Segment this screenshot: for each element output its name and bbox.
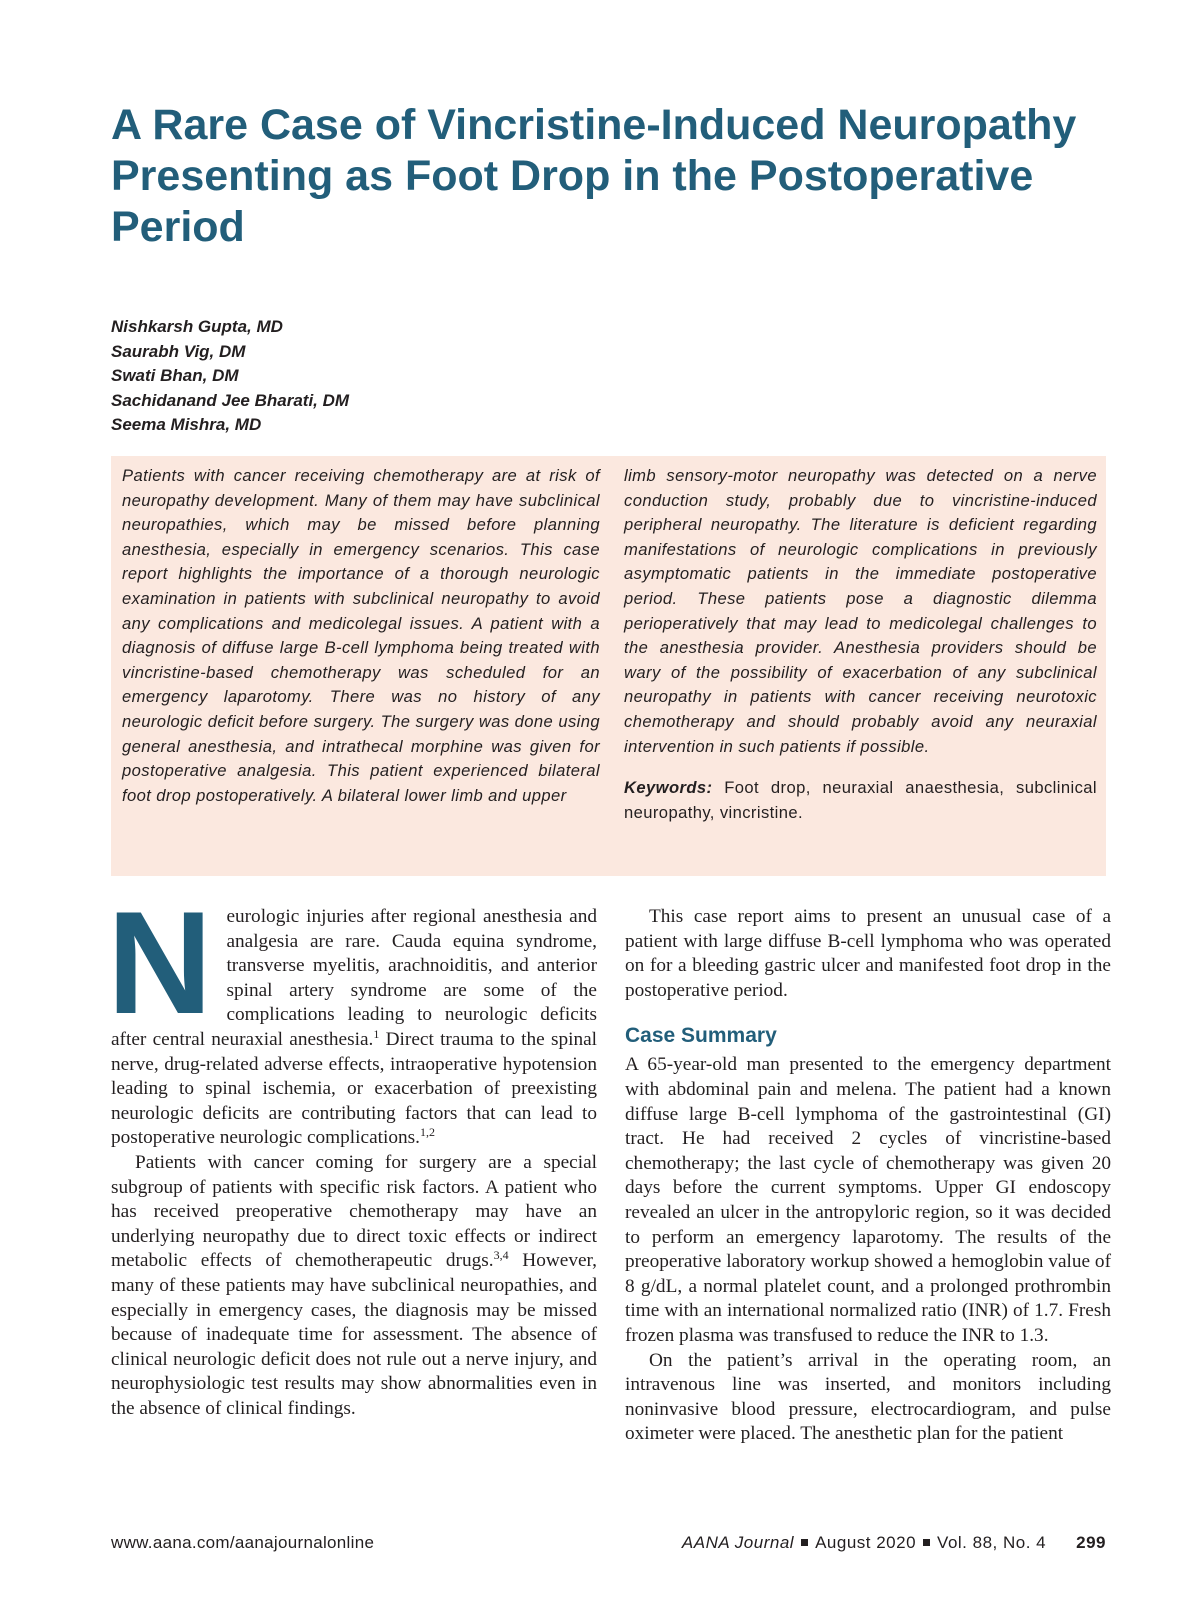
footer-citation: [682, 1531, 1106, 1555]
body-left-column: [107, 881, 598, 1421]
author-name: Sachidanand Jee Bharati, DM: [111, 390, 350, 410]
citation-ref: 1: [373, 1026, 380, 1041]
keywords-text: Foot drop, neuraxial anaesthesia, subclinical neuropathy, vincristine.: [624, 778, 1097, 822]
volume-issue: Vol. 88, No. 4: [937, 1533, 1047, 1552]
keywords: [624, 776, 1097, 825]
issue-date: August 2020: [815, 1533, 917, 1552]
square-bullet-icon: [801, 1539, 808, 1546]
title-line-2: Presenting as Foot Drop in the Postoperative: [111, 152, 1034, 200]
paragraph-text: Direct trauma to the spinal nerve, drug-related adverse effects, intraoperative hypotension leading to spinal ischemia, or exacerbation of preexisting neurologic deficits are contributing factors that can lead to postoperative neurologic complications.: [111, 1028, 598, 1149]
body-paragraph: On the patient’s arrival in the operating room, an intravenous line was inserted, and monitors including noninvasive blood pressure, electrocardiogram, and pulse oximeter were placed. The anesthetic plan for the patient: [625, 1349, 1111, 1445]
intro-paragraph: [107, 881, 598, 1151]
footer-url-link[interactable]: www.aana.com/aanajournalonline: [111, 1533, 375, 1552]
body-paragraph: [111, 1151, 597, 1422]
article-title: [111, 100, 1111, 253]
paragraph-text: Patients with cancer coming for surgery are a special subgroup of patients with specific risk factors. A patient who has received preoperative chemotherapy may have an underlying neuropathy due to direct toxic effects or indirect metabolic effects of chemotherapeutic drugs.: [111, 1151, 597, 1272]
abstract-right-column: [624, 464, 1097, 825]
abstract-box: [111, 456, 1106, 876]
drop-cap: N: [107, 881, 213, 1044]
body-right-column: [625, 905, 1111, 1447]
body-paragraph: This case report aims to present an unusual case of a patient with large diffuse B-cell lymphoma who was operated on for a bleeding gastric ulcer and manifested foot drop in the postoperative period.: [625, 906, 1111, 1001]
author-name: Swati Bhan, DM: [111, 366, 239, 385]
abstract-text-right: limb sensory-motor neuropathy was detected on a nerve conduction study, probably due to vincristine-induced peripheral neuropathy. The literature is deficient regarding manifestations of neurologic complications in previously asymptomatic patients in the immediate postoperative period. These patients pose a diagnostic dilemma perioperatively that may lead to medicolegal challenges to the anesthesia provider. Anesthesia providers should be wary of the possibility of exacerbation of any subclinical neuropathy in patients with cancer receiving neurotoxic chemotherapy and should probably avoid any neuraxial intervention in such patients if possible.: [624, 466, 1097, 756]
citation-ref: 1,2: [419, 1125, 435, 1140]
author-name: Nishkarsh Gupta, MD: [111, 317, 283, 336]
body-paragraph: A 65-year-old man presented to the emergency department with abdominal pain and melena. The patient had a known diffuse large B-cell lymphoma of the gastrointestinal (GI) tract. He had received 2 cycles of vincristine-based chemotherapy; the last cycle of chemotherapy was given 20 days before the current symptoms. Upper GI endoscopy revealed an ulcer in the antropyloric region, so it was decided to perform an emergency laparotomy. The results of the preoperative laboratory workup showed a hemoglobin value of 8 g/dL, a normal platelet count, and a prolonged prothrombin time with an international normalized ratio (INR) of 1.7. Fresh frozen plasma was transfused to reduce the INR to 1.3.: [625, 1054, 1111, 1346]
citation-ref: 3,4: [493, 1248, 509, 1263]
author-name: Saurabh Vig, DM: [111, 341, 246, 361]
square-bullet-icon: [923, 1539, 930, 1546]
title-line-1: A Rare Case of Vincristine-Induced Neuropathy: [111, 101, 1077, 149]
title-line-3: Period: [111, 203, 245, 251]
section-heading-case-summary: Case Summary: [625, 1024, 777, 1048]
author-name: Seema Mishra, MD: [111, 415, 262, 434]
abstract-left-column: [122, 464, 600, 808]
abstract-text-left: Patients with cancer receiving chemotherapy are at risk of neuropathy development. Many of them may have subclinical neuropathies, which may be missed before planning anesthesia, especially in emergency scenarios. This case report highlights the importance of a thorough neurologic examination in patients with subclinical neuropathy to avoid any complications and medicolegal issues. A patient with a diagnosis of diffuse large B-cell lymphoma being treated with vincristine-based chemotherapy was scheduled for an emergency laparotomy. There was no history of any neurologic deficit before surgery. The surgery was done using general anesthesia, and intrathecal morphine was given for postoperative analgesia. This patient experienced bilateral foot drop postoperatively. A bilateral lower limb and upper: [122, 466, 600, 805]
keywords-label: Keywords:: [624, 778, 713, 798]
author-list: [111, 315, 349, 438]
page-footer: [111, 1531, 1106, 1555]
paragraph-text: eurologic injuries after regional anesthesia and analgesia are rare. Cauda equina syndrome, transverse myelitis, arachnoiditis, and anterior spinal artery syndrome are some of the complications leading to neurologic deficits after central neuraxial anesthesia.: [111, 906, 597, 1050]
journal-name: AANA Journal: [681, 1533, 795, 1552]
page-number: 299: [1076, 1533, 1106, 1552]
paragraph-text: However, many of these patients may have subclinical neuropathies, and especially in emergency cases, the diagnosis may be missed because of inadequate time for assessment. The absence of clinical neurologic deficit does not rule out a nerve injury, and neurophysiologic test results may show abnormalities even in the absence of clinical findings.: [111, 1250, 597, 1419]
